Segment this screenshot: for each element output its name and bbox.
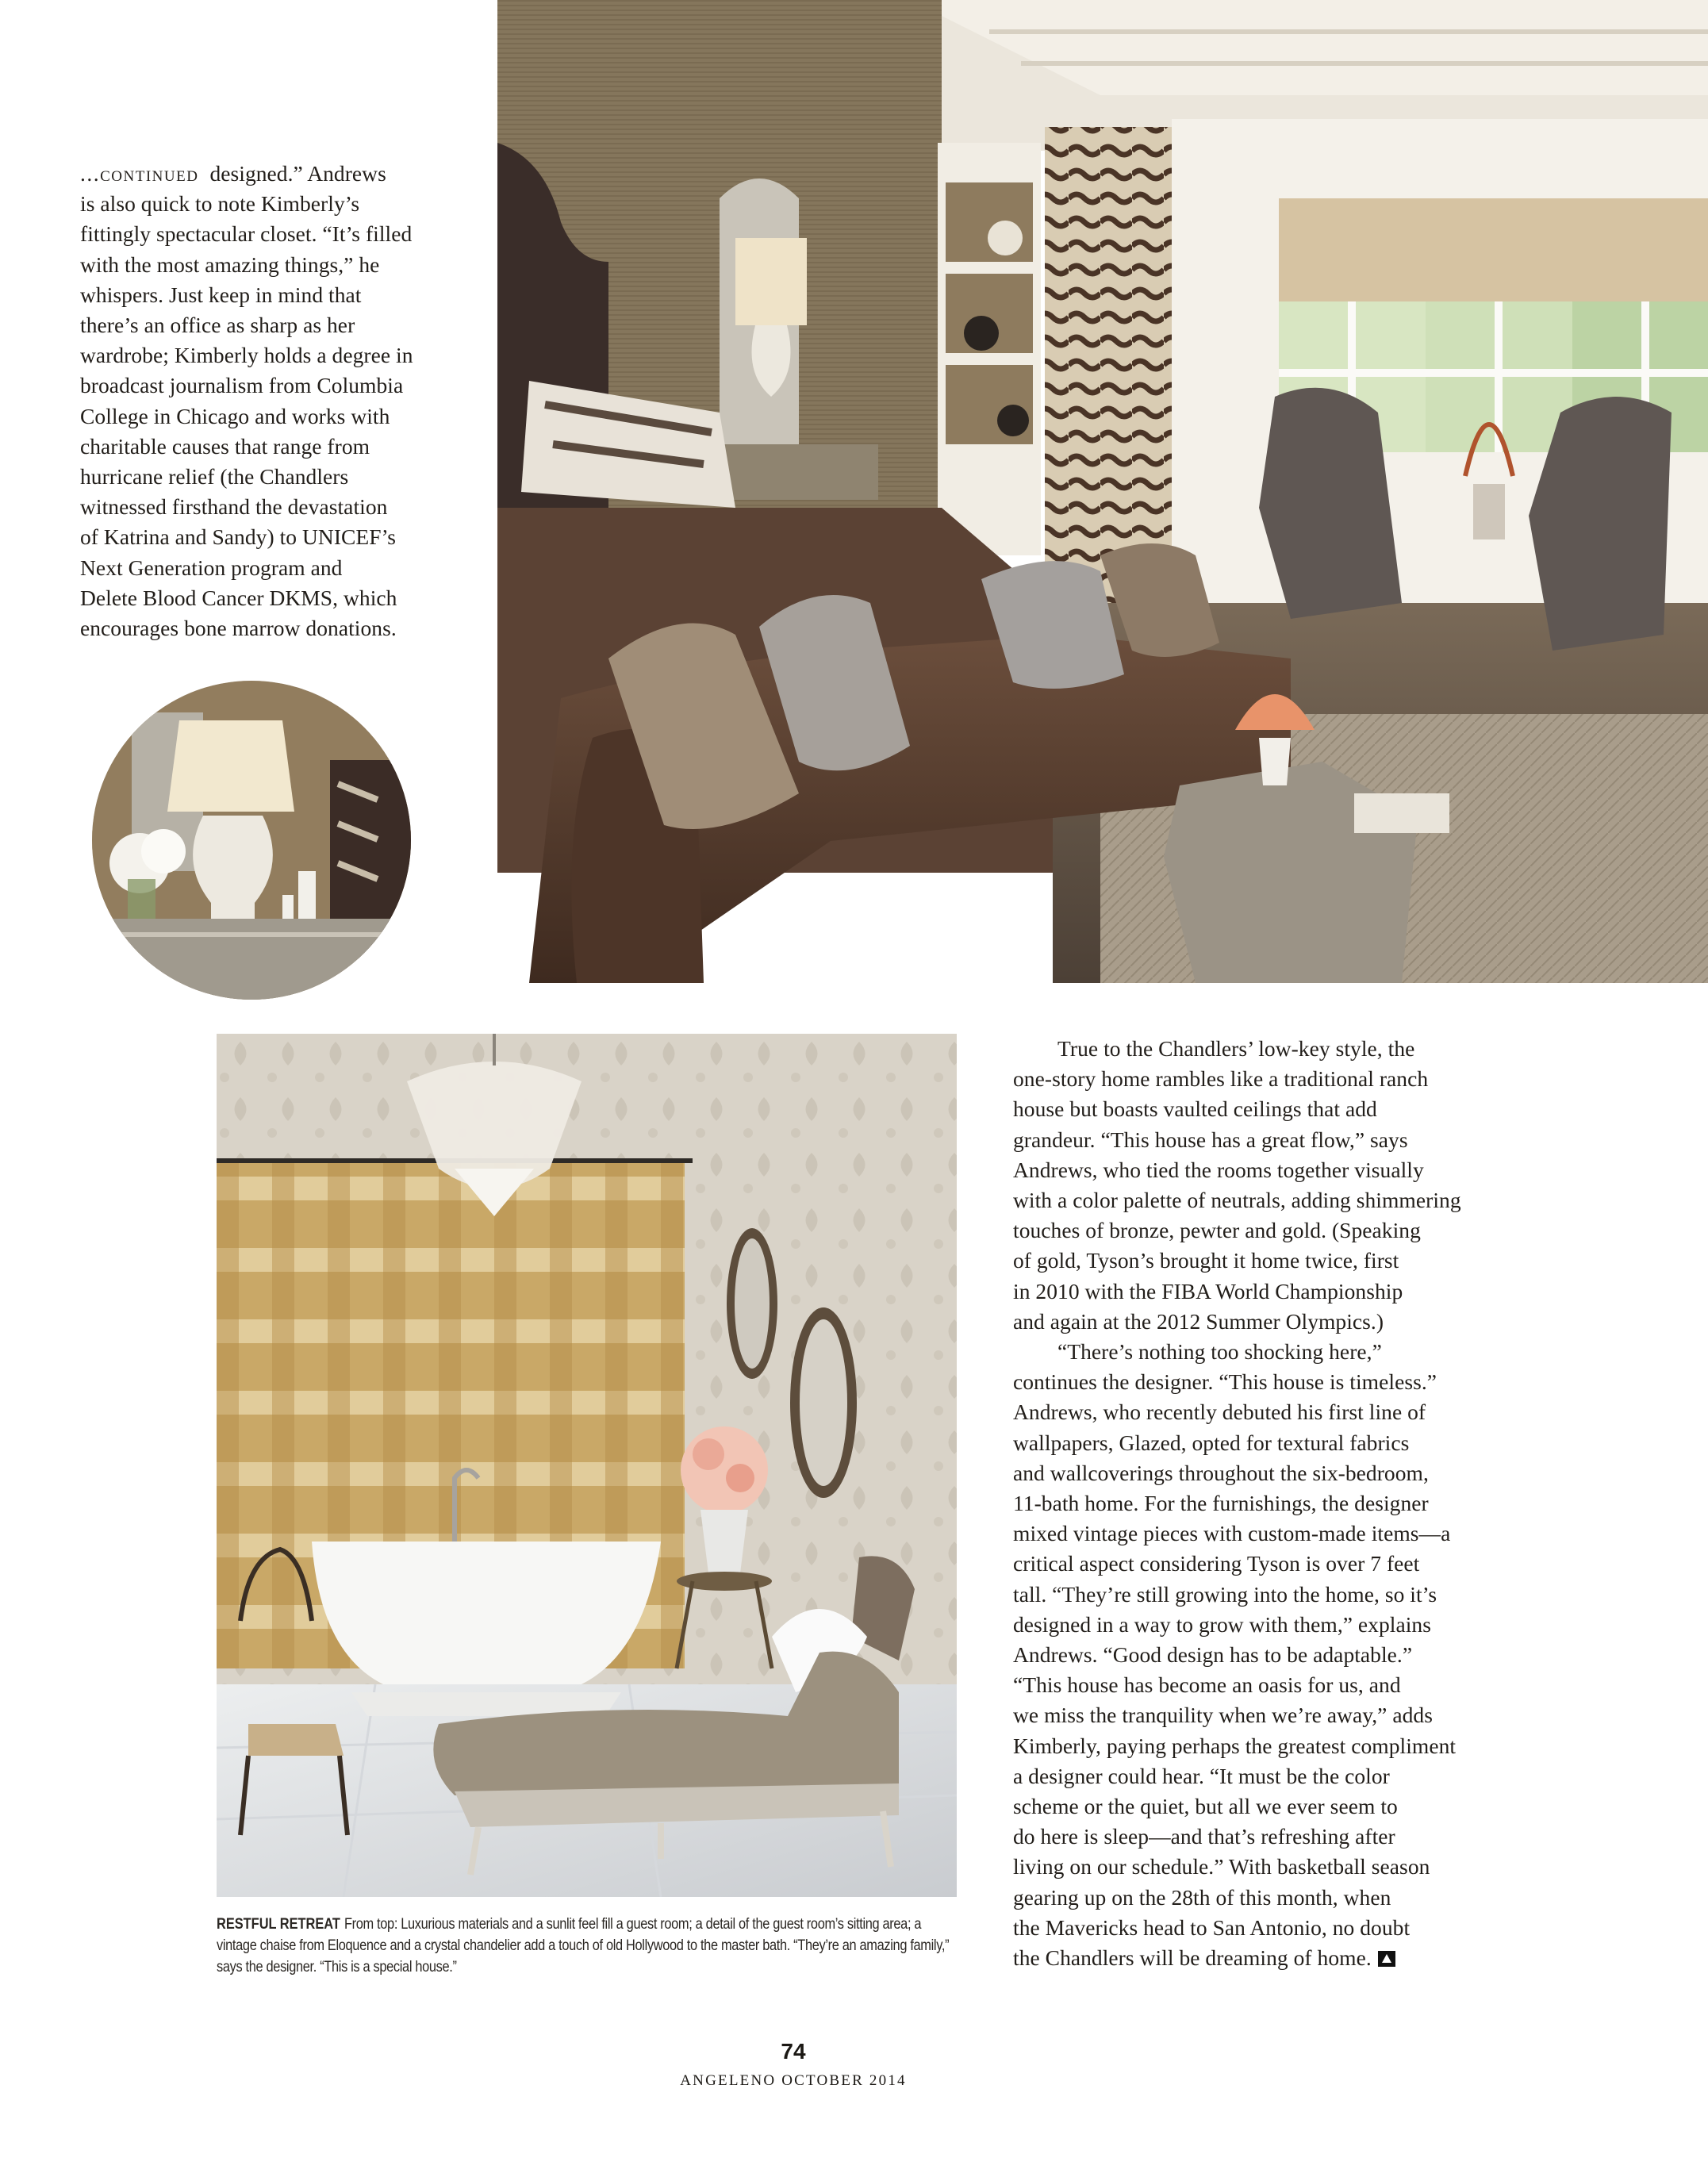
continued-label: ...continued	[80, 161, 199, 186]
column-2-paragraph-1: True to the Chandlers’ low-key style, the one-story home rambles like a traditional ranch house but boasts vaulted ceilings that add grandeur. “This house has a great flow,” says Andrews, who tied the rooms together visually with a color palette of neutrals, adding shimmering touches of bronze, pewter and gold. (Speaking of gold, Tyson’s brought it home twice, first in 2010 with the FIBA World Championship and again at the 2012 Summer Olympics.)	[1013, 1036, 1461, 1334]
column-2-text	[1013, 1034, 1568, 1973]
master-bath-photo	[217, 1034, 957, 1897]
column-1-body: designed.” Andrews is also quick to note Kimberly’s fittingly spectacular closet. “It’s filled with the most amazing things,” he whispers. Just keep in mind that there’s an office as sharp as her wardrobe; Kimberly holds a degree in broadcast journalism from Columbia College in Chicago and works with charitable causes that range from hurricane relief (the Chandlers witnessed firsthand the devastation of Katrina and Sandy) to UNICEF’s Next Generation program and Delete Blood Cancer DKMS, which encourages bone marrow donations.	[80, 161, 413, 641]
column-1-text	[80, 159, 477, 643]
sitting-area-detail-photo	[92, 681, 411, 1000]
end-of-story-icon	[1378, 1951, 1395, 1967]
page-number: 74	[781, 2039, 806, 2064]
column-2-paragraph-2: “There’s nothing too shocking here,” continues the designer. “This house is timeless.” Andrews, who recently debuted his first line of wallpapers, Glazed, opted for textural fabrics and wallcoverings throughout the six-bedroom, 11-bath home. For the furnishings, the designer mixed vintage pieces with custom-made items—a critical aspect considering Tyson is over 7 feet tall. “They’re still growing into the home, so it’s designed in a way to grow with them,” explains Andrews. “Good design has to be adaptable.” “This house has become an oasis for us, and we miss the tranquility when we’re away,” adds Kimberly, paying perhaps the greatest compliment a designer could hear. “It must be the color scheme or the quiet, but all we ever seem to do here is sleep—and that’s refreshing after living on our schedule.” With basketball season gearing up on the 28th of this month, when the Mavericks head to San Antonio, no doubt the Chandlers will be dreaming of home.	[1013, 1339, 1457, 1971]
publication-line: ANGELENO OCTOBER 2014	[680, 2072, 907, 2089]
caption-kicker: RESTFUL RETREAT	[217, 1915, 340, 1933]
guest-room-photo	[497, 0, 1708, 983]
caption-text: From top: Luxurious materials and a sunlit feel fill a guest room; a detail of the guest room’s sitting area; a vintage chaise from Eloquence and a crystal chandelier add a touch of old Hollywood to the master bath. “They’re an amazing family,” says the designer. “This is a special house.”	[217, 1915, 950, 1975]
photo-caption	[217, 1914, 960, 1977]
